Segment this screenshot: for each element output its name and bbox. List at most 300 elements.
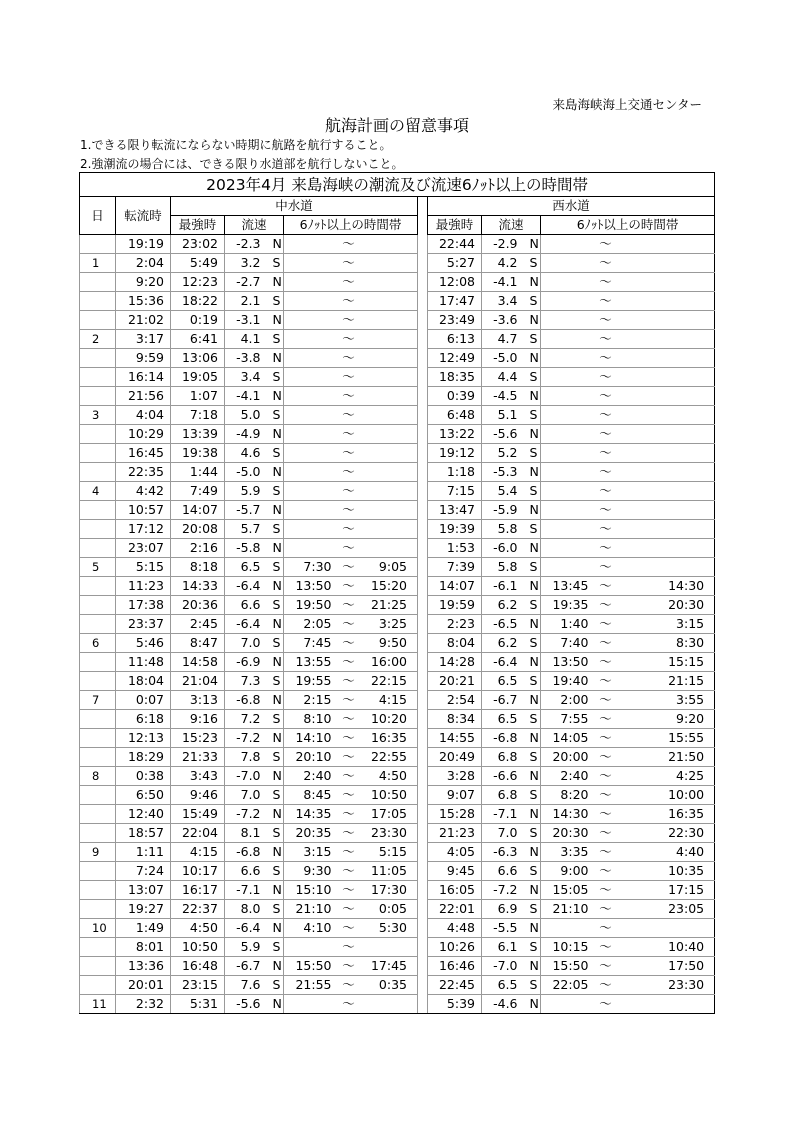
naka-window-start-cell bbox=[284, 938, 334, 957]
nishi-window-end-cell: 3:55 bbox=[621, 691, 715, 710]
day-cell: 9 bbox=[80, 843, 116, 862]
nishi-window-start-cell bbox=[541, 558, 591, 577]
naka-window-tilde: ～ bbox=[334, 976, 364, 995]
column-gap bbox=[418, 824, 428, 843]
nishi-velocity-cell: -2.9 bbox=[482, 235, 524, 254]
nishi-window-start-cell bbox=[541, 463, 591, 482]
nishi-window-start-cell bbox=[541, 482, 591, 501]
nishi-direction-cell: S bbox=[524, 482, 541, 501]
naka-window-tilde: ～ bbox=[334, 995, 364, 1014]
day-cell bbox=[80, 425, 116, 444]
day-cell bbox=[80, 672, 116, 691]
nishi-velocity-cell: 5.2 bbox=[482, 444, 524, 463]
nishi-velocity-cell: -6.7 bbox=[482, 691, 524, 710]
naka-window-tilde: ～ bbox=[334, 900, 364, 919]
turn-time-cell: 18:29 bbox=[116, 748, 171, 767]
nishi-direction-cell: N bbox=[524, 425, 541, 444]
nishi-window-end-cell: 8:30 bbox=[621, 634, 715, 653]
nishi-velocity-cell: -6.0 bbox=[482, 539, 524, 558]
naka-window-start-cell bbox=[284, 995, 334, 1014]
nishi-max-time-cell: 0:39 bbox=[428, 387, 482, 406]
nishi-window-start-cell bbox=[541, 501, 591, 520]
nishi-velocity-cell: 6.1 bbox=[482, 938, 524, 957]
naka-window-tilde: ～ bbox=[334, 634, 364, 653]
nishi-window-tilde: ～ bbox=[591, 995, 621, 1014]
day-cell bbox=[80, 577, 116, 596]
naka-velocity-cell: -3.1 bbox=[225, 311, 267, 330]
nishi-max-time-cell: 3:28 bbox=[428, 767, 482, 786]
naka-direction-cell: N bbox=[267, 577, 284, 596]
nishi-velocity-cell: -5.5 bbox=[482, 919, 524, 938]
nishi-velocity-cell: 6.5 bbox=[482, 976, 524, 995]
nishi-velocity-cell: -6.5 bbox=[482, 615, 524, 634]
table-row bbox=[80, 881, 715, 900]
nishi-window-start-cell bbox=[541, 273, 591, 292]
naka-window-start-cell: 14:35 bbox=[284, 805, 334, 824]
column-gap bbox=[418, 672, 428, 691]
nishi-max-time-cell: 15:28 bbox=[428, 805, 482, 824]
naka-window-end-cell bbox=[364, 425, 418, 444]
naka-max-time-cell: 22:37 bbox=[171, 900, 225, 919]
naka-window-end-cell: 17:05 bbox=[364, 805, 418, 824]
nishi-velocity-cell: 4.7 bbox=[482, 330, 524, 349]
naka-direction-cell: N bbox=[267, 843, 284, 862]
naka-direction-cell: S bbox=[267, 824, 284, 843]
nishi-window-end-cell bbox=[621, 482, 715, 501]
turn-time-cell: 1:11 bbox=[116, 843, 171, 862]
nishi-window-end-cell: 10:40 bbox=[621, 938, 715, 957]
column-gap bbox=[418, 767, 428, 786]
naka-window-start-cell: 20:35 bbox=[284, 824, 334, 843]
turn-time-cell: 12:40 bbox=[116, 805, 171, 824]
nishi-max-time-cell: 4:05 bbox=[428, 843, 482, 862]
naka-window-tilde: ～ bbox=[334, 957, 364, 976]
naka-window-tilde: ～ bbox=[334, 691, 364, 710]
nishi-direction-cell: S bbox=[524, 558, 541, 577]
nishi-window-end-cell: 10:00 bbox=[621, 786, 715, 805]
nishi-direction-cell: N bbox=[524, 463, 541, 482]
turn-time-cell: 7:24 bbox=[116, 862, 171, 881]
day-cell bbox=[80, 786, 116, 805]
column-gap bbox=[418, 653, 428, 672]
naka-window-end-cell bbox=[364, 349, 418, 368]
naka-window-tilde: ～ bbox=[334, 710, 364, 729]
turn-time-cell: 8:01 bbox=[116, 938, 171, 957]
nishi-window-tilde: ～ bbox=[591, 292, 621, 311]
nishi-max-time-cell: 22:45 bbox=[428, 976, 482, 995]
naka-window-start-cell: 21:55 bbox=[284, 976, 334, 995]
naka-direction-cell: S bbox=[267, 862, 284, 881]
nishi-window-end-cell bbox=[621, 463, 715, 482]
naka-direction-cell: N bbox=[267, 919, 284, 938]
nishi-window-tilde: ～ bbox=[591, 425, 621, 444]
day-cell bbox=[80, 596, 116, 615]
table-row bbox=[80, 273, 715, 292]
nishi-window-start-cell bbox=[541, 406, 591, 425]
nishi-velocity-cell: 5.8 bbox=[482, 558, 524, 577]
naka-window-tilde: ～ bbox=[334, 938, 364, 957]
nishi-window-tilde: ～ bbox=[591, 881, 621, 900]
naka-window-tilde: ～ bbox=[334, 615, 364, 634]
day-cell bbox=[80, 900, 116, 919]
naka-max-time-cell: 5:49 bbox=[171, 254, 225, 273]
naka-window-tilde: ～ bbox=[334, 444, 364, 463]
table-row bbox=[80, 729, 715, 748]
turn-time-cell: 15:36 bbox=[116, 292, 171, 311]
nishi-velocity-cell: -7.0 bbox=[482, 957, 524, 976]
naka-window-start-cell: 13:50 bbox=[284, 577, 334, 596]
naka-max-time-cell: 1:44 bbox=[171, 463, 225, 482]
nishi-window-tilde: ～ bbox=[591, 919, 621, 938]
naka-direction-cell: S bbox=[267, 406, 284, 425]
turn-time-cell: 16:45 bbox=[116, 444, 171, 463]
table-row bbox=[80, 691, 715, 710]
table-row bbox=[80, 805, 715, 824]
naka-max-time-cell: 6:41 bbox=[171, 330, 225, 349]
table-row bbox=[80, 520, 715, 539]
nishi-velocity-cell: 6.6 bbox=[482, 862, 524, 881]
nishi-max-time-cell: 17:47 bbox=[428, 292, 482, 311]
nishi-window-end-cell bbox=[621, 349, 715, 368]
naka-window-tilde: ～ bbox=[334, 254, 364, 273]
nishi-max-time-cell: 8:34 bbox=[428, 710, 482, 729]
turn-time-cell: 4:42 bbox=[116, 482, 171, 501]
naka-max-time-cell: 0:19 bbox=[171, 311, 225, 330]
nishi-direction-cell: S bbox=[524, 824, 541, 843]
day-cell bbox=[80, 539, 116, 558]
naka-velocity-cell: -4.1 bbox=[225, 387, 267, 406]
column-gap bbox=[418, 520, 428, 539]
nishi-window-tilde: ～ bbox=[591, 311, 621, 330]
naka-window-start-cell: 8:45 bbox=[284, 786, 334, 805]
table-row bbox=[80, 710, 715, 729]
day-cell bbox=[80, 235, 116, 254]
naka-max-time-cell: 16:17 bbox=[171, 881, 225, 900]
turn-time-cell: 6:18 bbox=[116, 710, 171, 729]
turn-time-cell: 16:14 bbox=[116, 368, 171, 387]
nishi-window-end-cell bbox=[621, 425, 715, 444]
column-gap bbox=[418, 900, 428, 919]
naka-velocity-cell: -7.2 bbox=[225, 805, 267, 824]
naka-velocity-cell: 8.0 bbox=[225, 900, 267, 919]
naka-max-time-cell: 1:07 bbox=[171, 387, 225, 406]
header-nishi-velocity: 流速 bbox=[482, 216, 541, 235]
nishi-window-tilde: ～ bbox=[591, 805, 621, 824]
nishi-window-start-cell: 14:05 bbox=[541, 729, 591, 748]
column-gap bbox=[418, 539, 428, 558]
turn-time-cell: 5:15 bbox=[116, 558, 171, 577]
table-row bbox=[80, 368, 715, 387]
nishi-window-end-cell: 23:05 bbox=[621, 900, 715, 919]
nishi-window-tilde: ～ bbox=[591, 254, 621, 273]
day-cell bbox=[80, 273, 116, 292]
naka-velocity-cell: 2.1 bbox=[225, 292, 267, 311]
naka-window-end-cell: 11:05 bbox=[364, 862, 418, 881]
nishi-window-start-cell: 9:00 bbox=[541, 862, 591, 881]
nishi-window-end-cell bbox=[621, 292, 715, 311]
nishi-window-start-cell bbox=[541, 235, 591, 254]
nishi-velocity-cell: 6.2 bbox=[482, 634, 524, 653]
naka-max-time-cell: 2:16 bbox=[171, 539, 225, 558]
nishi-window-start-cell: 22:05 bbox=[541, 976, 591, 995]
table-row bbox=[80, 995, 715, 1014]
nishi-direction-cell: N bbox=[524, 501, 541, 520]
naka-direction-cell: S bbox=[267, 748, 284, 767]
naka-velocity-cell: 4.1 bbox=[225, 330, 267, 349]
nishi-max-time-cell: 14:28 bbox=[428, 653, 482, 672]
nishi-window-tilde: ～ bbox=[591, 273, 621, 292]
table-row bbox=[80, 463, 715, 482]
nishi-window-end-cell: 15:15 bbox=[621, 653, 715, 672]
nishi-max-time-cell: 2:23 bbox=[428, 615, 482, 634]
nishi-max-time-cell: 19:39 bbox=[428, 520, 482, 539]
nishi-window-start-cell: 1:40 bbox=[541, 615, 591, 634]
naka-window-end-cell: 22:15 bbox=[364, 672, 418, 691]
nishi-direction-cell: N bbox=[524, 311, 541, 330]
table-row bbox=[80, 596, 715, 615]
nishi-window-start-cell bbox=[541, 292, 591, 311]
day-cell: 6 bbox=[80, 634, 116, 653]
naka-window-start-cell bbox=[284, 273, 334, 292]
nishi-velocity-cell: 4.2 bbox=[482, 254, 524, 273]
nishi-velocity-cell: 4.4 bbox=[482, 368, 524, 387]
nishi-velocity-cell: 5.8 bbox=[482, 520, 524, 539]
column-gap bbox=[418, 577, 428, 596]
nishi-window-start-cell: 15:05 bbox=[541, 881, 591, 900]
column-gap bbox=[418, 349, 428, 368]
nishi-window-end-cell bbox=[621, 387, 715, 406]
nishi-velocity-cell: -4.6 bbox=[482, 995, 524, 1014]
day-cell: 2 bbox=[80, 330, 116, 349]
table-row bbox=[80, 634, 715, 653]
nishi-direction-cell: S bbox=[524, 368, 541, 387]
naka-window-start-cell bbox=[284, 463, 334, 482]
turn-time-cell: 17:38 bbox=[116, 596, 171, 615]
naka-window-end-cell bbox=[364, 938, 418, 957]
nishi-velocity-cell: -3.6 bbox=[482, 311, 524, 330]
nishi-window-tilde: ～ bbox=[591, 501, 621, 520]
column-gap bbox=[418, 634, 428, 653]
header-turn-time: 転流時 bbox=[116, 197, 171, 235]
nishi-velocity-cell: 6.8 bbox=[482, 748, 524, 767]
naka-window-tilde: ～ bbox=[334, 425, 364, 444]
turn-time-cell: 19:27 bbox=[116, 900, 171, 919]
column-gap bbox=[418, 330, 428, 349]
turn-time-cell: 0:38 bbox=[116, 767, 171, 786]
turn-time-cell: 2:04 bbox=[116, 254, 171, 273]
naka-window-tilde: ～ bbox=[334, 330, 364, 349]
naka-max-time-cell: 10:50 bbox=[171, 938, 225, 957]
day-cell bbox=[80, 824, 116, 843]
nishi-window-end-cell bbox=[621, 273, 715, 292]
naka-max-time-cell: 21:04 bbox=[171, 672, 225, 691]
turn-time-cell: 17:12 bbox=[116, 520, 171, 539]
column-gap bbox=[418, 691, 428, 710]
nishi-window-end-cell bbox=[621, 501, 715, 520]
table-row bbox=[80, 482, 715, 501]
day-cell bbox=[80, 311, 116, 330]
day-cell bbox=[80, 805, 116, 824]
column-gap bbox=[418, 938, 428, 957]
turn-time-cell: 23:07 bbox=[116, 539, 171, 558]
turn-time-cell: 9:59 bbox=[116, 349, 171, 368]
turn-time-cell: 11:23 bbox=[116, 577, 171, 596]
column-gap bbox=[418, 919, 428, 938]
turn-time-cell: 3:17 bbox=[116, 330, 171, 349]
turn-time-cell: 21:56 bbox=[116, 387, 171, 406]
naka-window-tilde: ～ bbox=[334, 558, 364, 577]
nishi-max-time-cell: 8:04 bbox=[428, 634, 482, 653]
day-cell: 5 bbox=[80, 558, 116, 577]
naka-window-start-cell: 9:30 bbox=[284, 862, 334, 881]
naka-max-time-cell: 13:06 bbox=[171, 349, 225, 368]
naka-direction-cell: N bbox=[267, 349, 284, 368]
nishi-max-time-cell: 16:46 bbox=[428, 957, 482, 976]
naka-window-end-cell: 5:15 bbox=[364, 843, 418, 862]
nishi-velocity-cell: -4.5 bbox=[482, 387, 524, 406]
column-gap bbox=[418, 406, 428, 425]
naka-window-tilde: ～ bbox=[334, 767, 364, 786]
nishi-velocity-cell: -6.4 bbox=[482, 653, 524, 672]
naka-max-time-cell: 19:38 bbox=[171, 444, 225, 463]
naka-window-end-cell bbox=[364, 444, 418, 463]
table-row bbox=[80, 957, 715, 976]
naka-window-end-cell bbox=[364, 539, 418, 558]
nishi-direction-cell: S bbox=[524, 406, 541, 425]
turn-time-cell: 22:35 bbox=[116, 463, 171, 482]
naka-velocity-cell: 6.5 bbox=[225, 558, 267, 577]
nishi-window-tilde: ～ bbox=[591, 558, 621, 577]
naka-max-time-cell: 16:48 bbox=[171, 957, 225, 976]
naka-window-end-cell: 0:35 bbox=[364, 976, 418, 995]
naka-velocity-cell: -7.1 bbox=[225, 881, 267, 900]
naka-window-tilde: ～ bbox=[334, 520, 364, 539]
naka-window-start-cell: 2:15 bbox=[284, 691, 334, 710]
naka-window-end-cell: 0:05 bbox=[364, 900, 418, 919]
naka-direction-cell: N bbox=[267, 653, 284, 672]
nishi-max-time-cell: 9:07 bbox=[428, 786, 482, 805]
nishi-window-start-cell: 19:35 bbox=[541, 596, 591, 615]
nishi-velocity-cell: -6.3 bbox=[482, 843, 524, 862]
naka-window-tilde: ～ bbox=[334, 539, 364, 558]
header-day: 日 bbox=[80, 197, 116, 235]
naka-max-time-cell: 7:18 bbox=[171, 406, 225, 425]
nishi-window-start-cell bbox=[541, 368, 591, 387]
naka-max-time-cell: 14:58 bbox=[171, 653, 225, 672]
table-row bbox=[80, 444, 715, 463]
naka-window-start-cell: 19:55 bbox=[284, 672, 334, 691]
nishi-max-time-cell: 2:54 bbox=[428, 691, 482, 710]
naka-window-start-cell: 4:10 bbox=[284, 919, 334, 938]
naka-window-start-cell: 20:10 bbox=[284, 748, 334, 767]
table-row bbox=[80, 387, 715, 406]
column-gap bbox=[418, 995, 428, 1014]
day-cell bbox=[80, 710, 116, 729]
nishi-window-start-cell: 8:20 bbox=[541, 786, 591, 805]
naka-window-tilde: ～ bbox=[334, 824, 364, 843]
nishi-max-time-cell: 14:55 bbox=[428, 729, 482, 748]
naka-max-time-cell: 20:36 bbox=[171, 596, 225, 615]
naka-direction-cell: S bbox=[267, 520, 284, 539]
table-row bbox=[80, 900, 715, 919]
table-row bbox=[80, 786, 715, 805]
naka-max-time-cell: 22:04 bbox=[171, 824, 225, 843]
naka-window-tilde: ～ bbox=[334, 292, 364, 311]
day-cell bbox=[80, 463, 116, 482]
naka-window-start-cell bbox=[284, 425, 334, 444]
column-gap bbox=[418, 387, 428, 406]
column-gap bbox=[418, 596, 428, 615]
nishi-direction-cell: N bbox=[524, 349, 541, 368]
nishi-window-end-cell bbox=[621, 311, 715, 330]
turn-time-cell: 4:04 bbox=[116, 406, 171, 425]
header-nishi-max-time: 最強時 bbox=[428, 216, 482, 235]
naka-window-start-cell bbox=[284, 387, 334, 406]
naka-window-start-cell bbox=[284, 368, 334, 387]
table-row bbox=[80, 672, 715, 691]
naka-window-start-cell bbox=[284, 292, 334, 311]
nishi-window-tilde: ～ bbox=[591, 653, 621, 672]
nishi-window-start-cell: 2:40 bbox=[541, 767, 591, 786]
nishi-window-end-cell bbox=[621, 406, 715, 425]
nishi-max-time-cell: 19:12 bbox=[428, 444, 482, 463]
naka-direction-cell: N bbox=[267, 881, 284, 900]
nishi-window-tilde: ～ bbox=[591, 577, 621, 596]
nishi-window-tilde: ～ bbox=[591, 482, 621, 501]
naka-window-tilde: ～ bbox=[334, 805, 364, 824]
nishi-window-start-cell: 13:50 bbox=[541, 653, 591, 672]
turn-time-cell: 13:36 bbox=[116, 957, 171, 976]
naka-max-time-cell: 2:45 bbox=[171, 615, 225, 634]
nishi-window-end-cell: 4:25 bbox=[621, 767, 715, 786]
nishi-max-time-cell: 22:44 bbox=[428, 235, 482, 254]
naka-window-start-cell bbox=[284, 520, 334, 539]
turn-time-cell: 12:13 bbox=[116, 729, 171, 748]
column-gap bbox=[418, 368, 428, 387]
day-cell bbox=[80, 349, 116, 368]
naka-window-start-cell bbox=[284, 539, 334, 558]
naka-velocity-cell: 7.3 bbox=[225, 672, 267, 691]
nishi-velocity-cell: 3.4 bbox=[482, 292, 524, 311]
naka-window-tilde: ～ bbox=[334, 653, 364, 672]
nishi-max-time-cell: 12:08 bbox=[428, 273, 482, 292]
naka-velocity-cell: 3.4 bbox=[225, 368, 267, 387]
naka-window-tilde: ～ bbox=[334, 482, 364, 501]
naka-window-end-cell: 16:00 bbox=[364, 653, 418, 672]
nishi-window-end-cell: 3:15 bbox=[621, 615, 715, 634]
naka-direction-cell: S bbox=[267, 786, 284, 805]
day-cell bbox=[80, 976, 116, 995]
nishi-window-start-cell: 3:35 bbox=[541, 843, 591, 862]
nishi-window-tilde: ～ bbox=[591, 463, 621, 482]
naka-window-end-cell: 17:45 bbox=[364, 957, 418, 976]
turn-time-cell: 18:04 bbox=[116, 672, 171, 691]
turn-time-cell: 6:50 bbox=[116, 786, 171, 805]
table-row bbox=[80, 862, 715, 881]
nishi-window-tilde: ～ bbox=[591, 520, 621, 539]
naka-window-end-cell bbox=[364, 235, 418, 254]
naka-max-time-cell: 10:17 bbox=[171, 862, 225, 881]
naka-window-start-cell bbox=[284, 444, 334, 463]
nishi-window-start-cell: 19:40 bbox=[541, 672, 591, 691]
day-cell bbox=[80, 292, 116, 311]
naka-velocity-cell: -6.8 bbox=[225, 843, 267, 862]
column-gap bbox=[418, 197, 428, 235]
nishi-direction-cell: S bbox=[524, 596, 541, 615]
table-row bbox=[80, 406, 715, 425]
naka-direction-cell: N bbox=[267, 767, 284, 786]
table-row bbox=[80, 615, 715, 634]
